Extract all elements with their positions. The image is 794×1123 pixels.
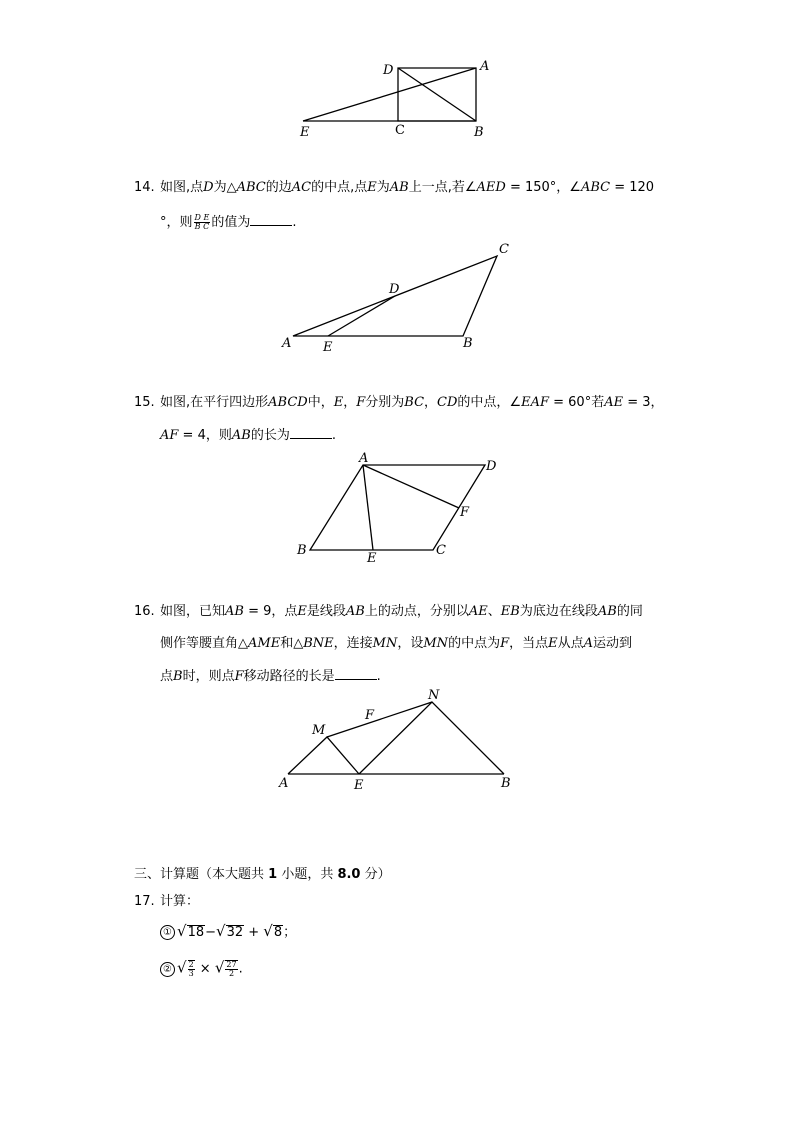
- text: 为: [376, 180, 390, 195]
- text: 上一点,若: [408, 180, 465, 195]
- text: .: [376, 669, 381, 684]
- question-17-part-2: [160, 960, 243, 978]
- math-var: AME: [248, 636, 281, 651]
- label-a: A: [282, 336, 292, 351]
- label-c: C: [499, 242, 509, 257]
- circled-number: ①: [160, 925, 175, 940]
- text: 如图,在平行四边形: [160, 395, 269, 410]
- text: 的同: [616, 604, 643, 619]
- angle-symbol: ∠: [464, 180, 477, 195]
- math-var: E: [333, 395, 344, 410]
- triangle-symbol: △: [293, 636, 304, 651]
- math-var: ABC: [236, 180, 266, 195]
- triangle-symbol: △: [226, 180, 237, 195]
- text: ，当点: [509, 636, 549, 651]
- text: 如图，已知: [160, 604, 226, 619]
- answer-blank: [335, 668, 377, 680]
- math-var: AB: [345, 604, 365, 619]
- math-var: BC: [404, 395, 425, 410]
- text: 的边: [265, 180, 292, 195]
- figure-13: [0, 0, 794, 150]
- figure-14: [0, 240, 794, 360]
- math-var: E: [297, 604, 307, 619]
- denominator: B C: [194, 222, 210, 231]
- math-var: ABCD: [268, 395, 308, 410]
- triangle-ame: [288, 737, 359, 774]
- text: 侧作等腰直角: [160, 636, 239, 651]
- sqrt-icon: √: [263, 922, 273, 940]
- sqrt-icon: √: [216, 922, 226, 940]
- text: 的长为: [250, 428, 290, 443]
- circled-number: ②: [160, 962, 175, 977]
- math-var: B: [173, 669, 183, 684]
- sqrt-icon: √: [177, 922, 187, 940]
- radicand: 32: [226, 925, 244, 940]
- fraction: [225, 960, 237, 978]
- question-number: 14.: [134, 180, 155, 195]
- figure-16: [0, 680, 794, 800]
- text: 上的动点，分别以: [364, 604, 469, 619]
- math-var: AB: [231, 428, 251, 443]
- math-var: AB: [225, 604, 244, 619]
- label-a: A: [359, 451, 369, 466]
- text: ；: [283, 925, 297, 940]
- text: = 120: [610, 180, 655, 195]
- count: 1: [268, 867, 278, 882]
- label-d: D: [383, 63, 394, 78]
- question-14-line-1: [134, 181, 654, 194]
- text: ，设: [397, 636, 424, 651]
- text: 的中点为: [448, 636, 501, 651]
- question-14-line-2: [160, 214, 296, 231]
- question-number: 15.: [134, 395, 155, 410]
- label-n: N: [428, 688, 440, 703]
- text: 的中点，: [457, 395, 510, 410]
- text: 是线段: [306, 604, 346, 619]
- math-var: AC: [291, 180, 312, 195]
- label-f: F: [365, 708, 375, 723]
- math-var: AED: [476, 180, 506, 195]
- label-e: E: [367, 551, 377, 566]
- text: = 9，点: [243, 604, 298, 619]
- operator: ×: [195, 961, 215, 977]
- text: 的中点,点: [311, 180, 368, 195]
- triangle-bne: [359, 702, 504, 774]
- math-var: F: [234, 669, 244, 684]
- text: 和: [280, 636, 294, 651]
- score: 8.0: [337, 867, 361, 882]
- text: 、: [487, 604, 501, 619]
- text: = 3，: [623, 395, 664, 410]
- math-var: AF: [160, 428, 179, 443]
- question-16-line-1: [134, 605, 643, 618]
- text: = 60°若: [549, 395, 605, 410]
- math-var: F: [500, 636, 510, 651]
- math-var: F: [356, 395, 366, 410]
- text: .: [331, 428, 336, 443]
- text: 的值为: [211, 215, 251, 230]
- segment-mn: [327, 702, 432, 737]
- numerator: 2: [188, 960, 194, 969]
- math-var: E: [367, 180, 377, 195]
- section-header: [134, 863, 391, 882]
- angle-symbol: ∠: [569, 180, 581, 195]
- label-b: B: [297, 543, 307, 558]
- operator: +: [244, 925, 264, 940]
- text: ，连接: [333, 636, 373, 651]
- text: 如图,点: [160, 180, 204, 195]
- label-c: C: [436, 543, 446, 558]
- text: = 4，则: [178, 428, 232, 443]
- question-number: 17.: [134, 894, 155, 909]
- label-d: D: [389, 282, 400, 297]
- text: .: [292, 215, 297, 230]
- fraction: [188, 960, 195, 978]
- text: = 150°，: [505, 180, 570, 195]
- label-f: F: [460, 505, 470, 520]
- math-var: MN: [372, 636, 398, 651]
- denominator: 3: [188, 969, 194, 978]
- math-var: BNE: [303, 636, 334, 651]
- label-e: E: [354, 778, 364, 793]
- radicand: 18: [187, 925, 205, 940]
- question-17-title: [134, 895, 199, 908]
- triangle-symbol: △: [238, 636, 249, 651]
- text: 小题，共: [277, 867, 338, 882]
- math-var: E: [548, 636, 558, 651]
- text: 运动到: [593, 636, 633, 651]
- text: °，则: [160, 215, 193, 230]
- angle-symbol: ∠: [509, 395, 522, 410]
- text: 为底边在线段: [519, 604, 598, 619]
- text: .: [238, 961, 243, 977]
- label-e: E: [300, 125, 310, 140]
- label-e: E: [323, 340, 333, 355]
- sqrt-icon: √: [214, 958, 225, 977]
- label-a: A: [480, 59, 490, 74]
- text: 中，: [307, 395, 334, 410]
- text: 时，则点: [182, 669, 235, 684]
- math-var: AE: [468, 604, 488, 619]
- text: ，: [424, 395, 438, 410]
- math-var: MN: [423, 636, 449, 651]
- operator: −: [205, 925, 217, 940]
- math-var: D: [203, 180, 214, 195]
- label-d: D: [486, 459, 497, 474]
- question-15-line-1: [134, 396, 664, 409]
- math-var: AB: [389, 180, 409, 195]
- text: ，: [343, 395, 357, 410]
- math-var: CD: [437, 395, 458, 410]
- numerator: D E: [194, 213, 210, 222]
- sqrt-icon: √: [177, 958, 187, 977]
- answer-blank: [290, 427, 332, 439]
- question-number: 16.: [134, 604, 155, 619]
- numerator: 27: [226, 960, 237, 969]
- question-15-line-2: [160, 427, 336, 442]
- segment-ae: [363, 465, 373, 550]
- math-var: ABC: [580, 180, 611, 195]
- segment-db: [398, 68, 476, 121]
- question-17-part-1: [160, 922, 297, 940]
- figure-15: [0, 450, 794, 570]
- text: 从点: [557, 636, 584, 651]
- text: 移动路径的长是: [243, 669, 335, 684]
- label-b: B: [501, 776, 511, 791]
- answer-blank: [250, 214, 292, 226]
- question-16-line-2: [160, 637, 632, 650]
- math-var: A: [583, 636, 594, 651]
- text: 三、计算题（本大题共: [134, 867, 269, 882]
- label-a: A: [279, 776, 289, 791]
- text: 为: [213, 180, 227, 195]
- segment-ed: [328, 296, 395, 336]
- segment-af: [363, 465, 459, 508]
- label-b: B: [463, 336, 473, 351]
- math-var: AB: [597, 604, 617, 619]
- label-b: B: [474, 125, 484, 140]
- math-var: EB: [500, 604, 520, 619]
- math-var: EAF: [521, 395, 549, 410]
- fraction-de-bc: [194, 214, 211, 231]
- math-var: AE: [604, 395, 624, 410]
- text: 计算：: [160, 894, 200, 909]
- label-c: C: [395, 123, 405, 138]
- radicand: 8: [273, 925, 283, 940]
- label-m: M: [312, 723, 326, 738]
- text: 点: [160, 669, 174, 684]
- text: 分别为: [365, 395, 405, 410]
- denominator: 2: [228, 969, 235, 978]
- text: 分）: [360, 867, 391, 882]
